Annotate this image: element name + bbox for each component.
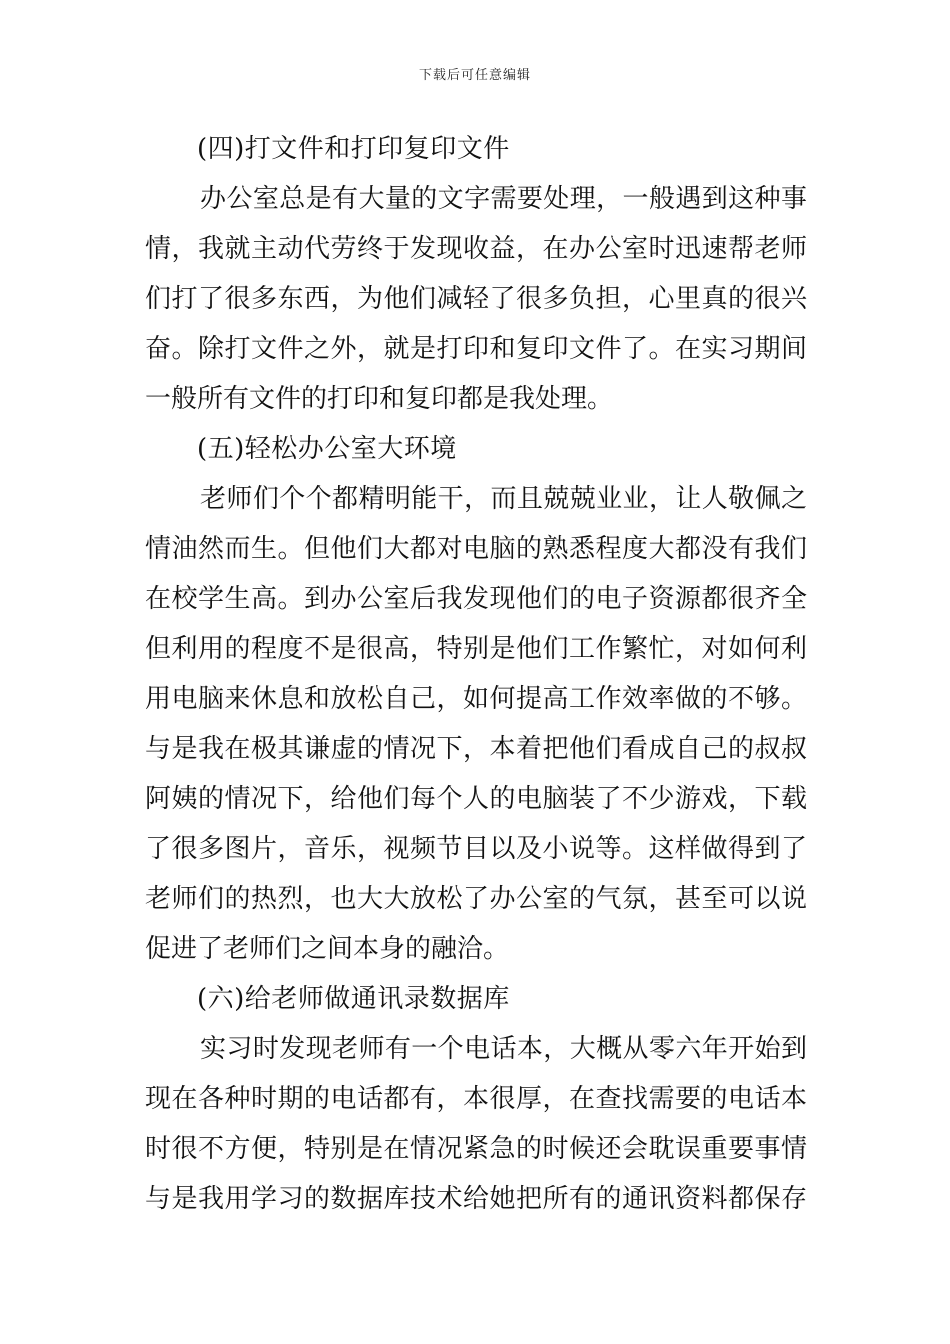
page-header: 下载后可任意编辑 [418, 68, 531, 83]
paragraph-line: 情，我就主动代劳终于发现收益，在办公室时迅速帮老师 [145, 234, 807, 264]
paragraph-line: 阿姨的情况下，给他们每个人的电脑装了不少游戏，下载 [145, 784, 807, 814]
paragraph-line: 用电脑来休息和放松自己，如何提高工作效率做的不够。 [145, 684, 807, 714]
paragraph-line: 奋。除打文件之外，就是打印和复印文件了。在实习期间 [145, 334, 807, 364]
paragraph-line: 在校学生高。到办公室后我发现他们的电子资源都很齐全 [145, 584, 807, 614]
paragraph-line: 情油然而生。但他们大都对电脑的熟悉程度大都没有我们 [145, 534, 807, 564]
paragraph-line: 现在各种时期的电话都有，本很厚，在查找需要的电话本 [145, 1084, 807, 1114]
paragraph-line: 一般所有文件的打印和复印都是我处理。 [145, 384, 614, 414]
paragraph-line: 老师们个个都精明能干，而且兢兢业业，让人敬佩之 [200, 484, 807, 514]
section-heading: (四)打文件和打印复印文件 [197, 134, 510, 164]
paragraph [145, 1024, 807, 1224]
paragraph-line: 老师们的热烈，也大大放松了办公室的气氛，甚至可以说 [145, 884, 807, 914]
paragraph-line: 实习时发现老师有一个电话本，大概从零六年开始到 [200, 1034, 807, 1064]
document-body [145, 124, 807, 1224]
paragraph [145, 174, 807, 424]
paragraph-line: 但利用的程度不是很高，特别是他们工作繁忙，对如何利 [145, 634, 807, 664]
paragraph-line: 与是我在极其谦虚的情况下，本着把他们看成自己的叔叔 [145, 734, 807, 764]
paragraph-line: 促进了老师们之间本身的融洽。 [145, 934, 510, 964]
paragraph-line: 时很不方便，特别是在情况紧急的时候还会耽误重要事情 [145, 1134, 807, 1164]
paragraph-line: 办公室总是有大量的文字需要处理，一般遇到这种事 [200, 184, 807, 214]
paragraph [145, 474, 807, 974]
section-heading: (六)给老师做通讯录数据库 [197, 984, 510, 1014]
paragraph-line: 与是我用学习的数据库技术给她把所有的通讯资料都保存 [145, 1184, 807, 1214]
paragraph-line: 了很多图片，音乐，视频节目以及小说等。这样做得到了 [145, 834, 807, 864]
section-heading: (五)轻松办公室大环境 [197, 434, 457, 464]
paragraph-line: 们打了很多东西，为他们减轻了很多负担，心里真的很兴 [145, 284, 807, 314]
